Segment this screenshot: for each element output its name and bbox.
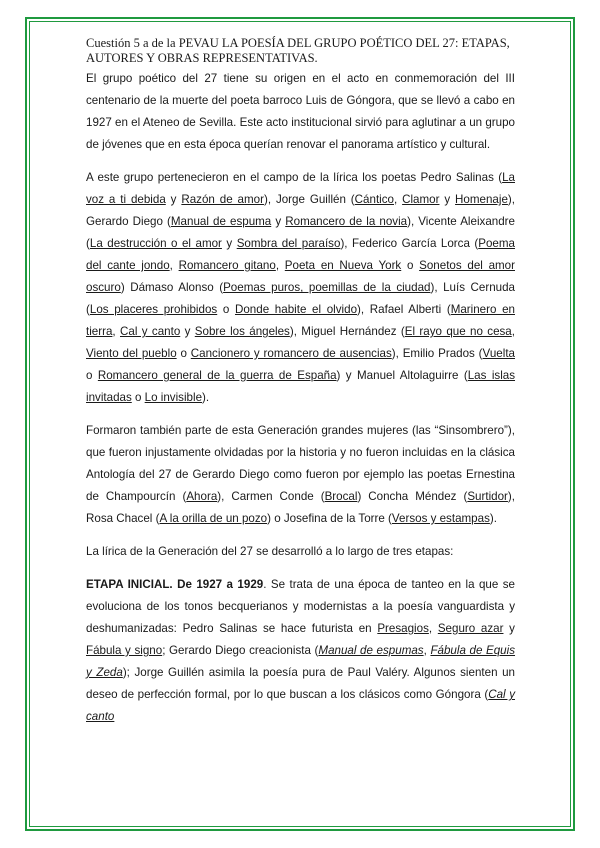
text: o: [131, 391, 145, 404]
document-heading: Cuestión 5 a de la PEVAU LA POESÍA DEL GRUPO POÉTICO DEL 27: ETAPAS, AUTORES Y OBRAS REPRESENTATIVAS.: [86, 36, 510, 65]
work-title: Manual de espuma: [170, 215, 272, 228]
work-title: Fábula de Equis y Zeda: [86, 644, 516, 679]
work-title: Cancionero y romancero de ausencias: [190, 347, 392, 360]
work-title: Razón de amor: [181, 193, 264, 206]
text: y: [503, 622, 515, 635]
text: y: [271, 215, 286, 228]
paragraph-origin: El grupo poético del 27 tiene su origen en el acto en conmemoración del III centenario de la muerte del poeta barroco Luis de Góngora, que se llevó a cabo en 1927 en el Ateneo de Sevilla. Este acto institucional sirvió para aglutinar a un grupo de jóvenes que en esta época querían renovar el panorama artístico y cultural.: [86, 72, 515, 151]
text: o: [86, 369, 98, 382]
work-title: Poema del cante jondo: [86, 237, 515, 272]
work-title: Vuelta: [482, 347, 515, 360]
work-title: Las islas invitadas: [86, 369, 516, 404]
text: ).: [202, 391, 210, 404]
text: ) y Manuel Altolaguirre (: [336, 369, 468, 382]
text: ,: [511, 325, 515, 338]
text: ), Jorge Guillén (: [263, 193, 355, 206]
text: ).: [489, 512, 497, 525]
text: ) o Josefina de la Torre (: [267, 512, 392, 525]
text: ,: [169, 259, 179, 272]
work-title: Los placeres prohibidos: [89, 303, 218, 316]
paragraph-poets: [86, 167, 515, 409]
work-title: La destrucción o el amor: [89, 237, 222, 250]
work-title: A la orilla de un pozo: [159, 512, 268, 525]
text: o: [217, 303, 235, 316]
text: ,: [428, 622, 438, 635]
paragraph-stages-intro: La lírica de la Generación del 27 se desarrolló a lo largo de tres etapas:: [86, 545, 454, 558]
stage-heading: ETAPA INICIAL. De 1927 a 1929: [86, 578, 264, 591]
text: A este grupo pertenecieron en el campo de la lírica los poetas Pedro Salinas (: [86, 171, 503, 184]
work-title: Manual de espumas: [318, 644, 424, 657]
text: ); Jorge Guillén asimila la poesía pura de Paul Valéry. Algunos sienten un deseo de perfección formal, por lo que buscan a los clásicos como Góngora (: [86, 666, 515, 701]
work-title: Homenaje: [455, 193, 508, 206]
text: ) Concha Méndez (: [357, 490, 468, 503]
text: o: [401, 259, 420, 272]
text: ), Miguel Hernández (: [289, 325, 405, 338]
work-title: Sobre los ángeles: [194, 325, 290, 338]
work-title: Poeta en Nueva York: [284, 259, 402, 272]
text: ), Gerardo Diego (: [86, 193, 515, 228]
document-body: [86, 36, 515, 728]
work-title: Clamor: [402, 193, 440, 206]
work-title: Romancero gitano: [178, 259, 276, 272]
work-title: Cántico: [354, 193, 394, 206]
text: ,: [275, 259, 285, 272]
paragraph-sinsombrero: [86, 420, 515, 530]
work-title: Cal y canto: [120, 325, 181, 338]
work-title: El rayo que no cesa: [404, 325, 512, 338]
text: ,: [112, 325, 120, 338]
work-title: Lo invisible: [144, 391, 203, 404]
text: o: [176, 347, 191, 360]
work-title: Versos y estampas: [391, 512, 490, 525]
text: Formaron también parte de esta Generación grandes mujeres (las “Sinsombrero”), que fueron injustamente olvidadas por la historia y no fueron incluidas en la clásica Antología del 27 de Gerardo Diego como fueron por ejemplo las poetas Ernestina de Champourcín (: [86, 424, 515, 503]
work-title: Romancero general de la guerra de España: [97, 369, 337, 382]
work-title: Sonetos del amor oscuro: [86, 259, 515, 294]
text: y: [180, 325, 195, 338]
work-title: La voz a ti debida: [86, 171, 515, 206]
work-title: Ahora: [186, 490, 218, 503]
work-title: Poemas puros, poemillas de la ciudad: [223, 281, 431, 294]
text: ), Federico García Lorca (: [340, 237, 479, 250]
text: ,: [423, 644, 431, 657]
text: y: [439, 193, 456, 206]
text: ), Rosa Chacel (: [86, 490, 516, 525]
work-title: Sombra del paraíso: [236, 237, 341, 250]
text: ,: [393, 193, 403, 206]
text: ), Emilio Prados (: [391, 347, 483, 360]
work-title: Donde habite el olvido: [234, 303, 358, 316]
work-title: Romancero de la novia: [285, 215, 408, 228]
work-title: Seguro azar: [437, 622, 504, 635]
text: y: [221, 237, 237, 250]
work-title: Presagios: [377, 622, 429, 635]
work-title: Cal y canto: [86, 688, 516, 723]
text: ; Gerardo Diego creacionista (: [162, 644, 319, 657]
text: ), Vicente Aleixandre (: [86, 215, 515, 250]
text: ), Luís Cernuda (: [86, 281, 515, 316]
text: y: [165, 193, 182, 206]
text: ), Carmen Conde (: [217, 490, 325, 503]
work-title: Brocal: [324, 490, 358, 503]
text: ) Dámaso Alonso (: [120, 281, 224, 294]
work-title: Marinero en tierra: [86, 303, 515, 338]
paragraph-initial-stage: [86, 574, 515, 728]
work-title: Surtidor: [467, 490, 508, 503]
work-title: Fábula y signo: [86, 644, 163, 657]
work-title: Viento del pueblo: [86, 347, 177, 360]
text: . Se trata de una época de tanteo en la que se evoluciona de los tonos becquerianos y modernistas a la poesía vanguardista y deshumanizadas: Pedro Salinas se hace futurista en: [86, 578, 515, 635]
text: ), Rafael Alberti (: [357, 303, 451, 316]
